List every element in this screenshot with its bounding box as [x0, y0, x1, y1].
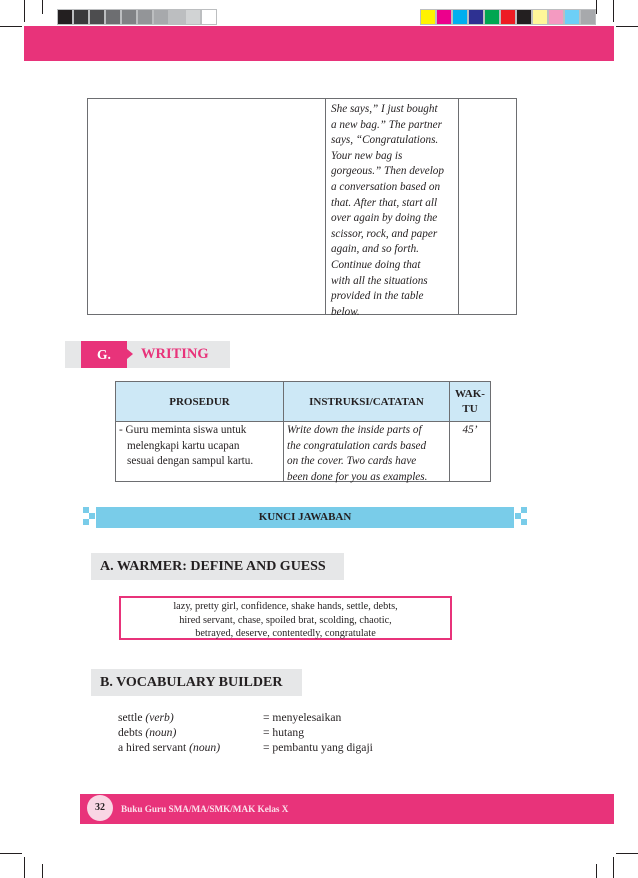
part-of-speech: (noun): [189, 741, 221, 754]
column-header-waktu: [450, 382, 490, 421]
text-line: a new bag.” The partner: [331, 118, 442, 131]
gray-color-bar: [57, 9, 217, 25]
word-list-box: [119, 596, 452, 640]
section-label: G.: [81, 341, 127, 368]
text-line: Your new bag is: [331, 149, 403, 162]
text-line: on the cover. Two cards have: [287, 455, 417, 467]
text-line: gorgeous.” Then develop: [331, 165, 444, 178]
part-of-speech: (verb): [145, 711, 174, 724]
color-swatch: [57, 9, 73, 25]
text-line: melengkapi kartu ucapan: [127, 439, 240, 452]
text-line: provided in the table: [331, 290, 424, 303]
text-line: that. After that, start all: [331, 196, 438, 209]
color-swatch: [420, 9, 436, 25]
color-swatch: [436, 9, 452, 25]
color-swatch: [500, 9, 516, 25]
banner-pixel-ornament: [521, 519, 527, 525]
crop-mark: [0, 26, 22, 27]
column-header-instruksi: INSTRUKSI/CATATAN: [309, 395, 424, 408]
color-swatch: [484, 9, 500, 25]
header-text: WAK-: [455, 387, 485, 400]
text-line: scissor, rock, and paper: [331, 227, 438, 240]
color-swatch: [516, 9, 532, 25]
procedure-table: [115, 381, 491, 482]
vocab-word: debts: [118, 726, 143, 739]
color-swatch: [201, 9, 217, 25]
vocab-meaning: = pembantu yang digaji: [263, 741, 373, 754]
color-swatch: [73, 9, 89, 25]
color-swatch: [564, 9, 580, 25]
crop-mark: [42, 0, 43, 14]
crop-mark: [0, 853, 22, 854]
text-line: She says,” I just bought: [331, 103, 438, 115]
color-swatch: [169, 9, 185, 25]
crop-mark: [24, 0, 25, 22]
color-swatch: [580, 9, 596, 25]
instruction-cell: [326, 99, 459, 318]
text-line: been done for you as examples.: [287, 470, 428, 483]
activity-table: [87, 98, 517, 318]
section-a-heading: A. WARMER: DEFINE AND GUESS: [91, 553, 344, 580]
color-swatch: [121, 9, 137, 25]
header-text: TU: [462, 402, 478, 415]
color-swatch: [89, 9, 105, 25]
text-line: with all the situations: [331, 274, 428, 287]
text-line: again, and so forth.: [331, 243, 419, 256]
crop-mark: [616, 853, 638, 854]
text-line: lazy, pretty girl, confidence, shake hands, settle, debts,: [173, 601, 398, 612]
color-swatch: [105, 9, 121, 25]
color-swatch: [137, 9, 153, 25]
color-swatch: [548, 9, 564, 25]
crop-mark: [613, 857, 614, 878]
text-line: a conversation based on: [331, 180, 441, 193]
vocab-meaning: = menyelesaikan: [263, 711, 342, 724]
text-line: Write down the inside parts of: [287, 424, 422, 436]
vocab-term: [118, 725, 176, 740]
text-line: betrayed, deserve, contentedly, congratulate: [195, 628, 376, 639]
text-line: over again by doing the: [331, 212, 438, 225]
crop-mark: [24, 857, 25, 878]
banner-pixel-ornament: [521, 507, 527, 513]
color-swatch: [153, 9, 169, 25]
text-line: Continue doing that: [331, 258, 421, 271]
crop-mark: [596, 0, 597, 14]
crop-mark: [613, 0, 614, 22]
text-line: says, “Congratulations.: [331, 134, 439, 147]
kunci-title: KUNCI JAWABAN: [258, 511, 352, 523]
text-line: - Guru meminta siswa untuk: [119, 424, 247, 436]
crop-mark: [596, 864, 597, 878]
color-swatch: [452, 9, 468, 25]
header-band: [24, 26, 614, 61]
text-line: hired servant, chase, spoiled brat, scolding, chaotic,: [179, 614, 392, 626]
vocab-word: a hired servant: [118, 741, 187, 754]
section-b-heading: B. VOCABULARY BUILDER: [91, 669, 302, 696]
color-swatch: [185, 9, 201, 25]
banner-pixel-ornament: [83, 519, 89, 525]
vocab-term: [118, 740, 220, 755]
text-line: the congratulation cards based: [287, 439, 427, 452]
vocab-meaning: = hutang: [263, 726, 304, 739]
waktu-cell: 45’: [462, 424, 478, 436]
book-title: Buku Guru SMA/MA/SMK/MAK Kelas X: [121, 804, 289, 814]
text-line: sesuai dengan sampul kartu.: [127, 455, 254, 467]
banner-pixel-ornament: [89, 513, 95, 519]
section-title: WRITING: [141, 346, 209, 362]
process-color-bar: [420, 9, 596, 25]
part-of-speech: (noun): [145, 726, 177, 739]
table-cell-empty: [459, 99, 516, 314]
table-cell-empty: [88, 99, 326, 314]
arrow-right-icon: [127, 349, 133, 359]
page-number: 32: [87, 795, 113, 821]
column-header-prosedur: PROSEDUR: [169, 395, 230, 408]
prosedur-cell: [119, 423, 281, 470]
vocab-term: [118, 710, 174, 725]
text-line: below.: [331, 305, 360, 318]
crop-mark: [616, 26, 638, 27]
color-swatch: [532, 9, 548, 25]
color-swatch: [468, 9, 484, 25]
vocab-word: settle: [118, 711, 143, 724]
instruksi-cell: [287, 423, 447, 485]
crop-mark: [42, 864, 43, 878]
